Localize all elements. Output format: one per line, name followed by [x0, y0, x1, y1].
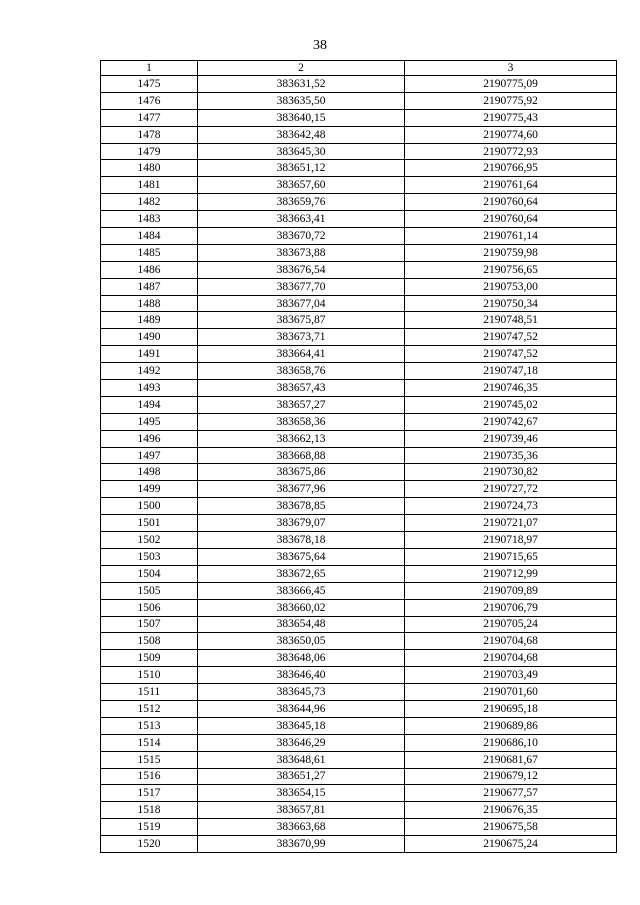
x-coordinate-cell: 383642,48	[198, 126, 405, 143]
point-number-cell: 1479	[101, 143, 198, 160]
point-number-cell: 1506	[101, 599, 198, 616]
point-number-cell: 1486	[101, 261, 198, 278]
y-coordinate-cell: 2190760,64	[405, 211, 617, 228]
table-row	[101, 633, 617, 650]
point-number-cell: 1481	[101, 177, 198, 194]
x-coordinate-cell: 383679,07	[198, 515, 405, 532]
point-number-cell: 1496	[101, 430, 198, 447]
table-header	[101, 61, 617, 76]
y-coordinate-cell: 2190735,36	[405, 447, 617, 464]
y-coordinate-cell: 2190703,49	[405, 667, 617, 684]
table-body	[101, 76, 617, 853]
table-row	[101, 717, 617, 734]
y-coordinate-cell: 2190681,67	[405, 751, 617, 768]
x-coordinate-cell: 383657,60	[198, 177, 405, 194]
point-number-cell: 1489	[101, 312, 198, 329]
table-row	[101, 785, 617, 802]
x-coordinate-cell: 383657,43	[198, 380, 405, 397]
x-coordinate-cell: 383678,85	[198, 498, 405, 515]
x-coordinate-cell: 383645,30	[198, 143, 405, 160]
y-coordinate-cell: 2190747,52	[405, 329, 617, 346]
table-row	[101, 565, 617, 582]
header-row	[101, 61, 617, 76]
point-number-cell: 1484	[101, 228, 198, 245]
y-coordinate-cell: 2190676,35	[405, 802, 617, 819]
x-coordinate-cell: 383631,52	[198, 76, 405, 93]
y-coordinate-cell: 2190775,43	[405, 109, 617, 126]
y-coordinate-cell: 2190715,65	[405, 548, 617, 565]
table-row	[101, 92, 617, 109]
table-row	[101, 481, 617, 498]
coordinates-table	[100, 60, 617, 853]
x-coordinate-cell: 383678,18	[198, 532, 405, 549]
table-row	[101, 346, 617, 363]
table-row	[101, 76, 617, 93]
y-coordinate-cell: 2190742,67	[405, 413, 617, 430]
table-row	[101, 464, 617, 481]
point-number-cell: 1495	[101, 413, 198, 430]
y-coordinate-cell: 2190677,57	[405, 785, 617, 802]
x-coordinate-cell: 383657,81	[198, 802, 405, 819]
y-coordinate-cell: 2190775,09	[405, 76, 617, 93]
y-coordinate-cell: 2190766,95	[405, 160, 617, 177]
table-row	[101, 261, 617, 278]
table-row	[101, 295, 617, 312]
point-number-cell: 1520	[101, 836, 198, 853]
y-coordinate-cell: 2190724,73	[405, 498, 617, 515]
point-number-cell: 1514	[101, 734, 198, 751]
table-row	[101, 278, 617, 295]
table-row	[101, 363, 617, 380]
y-coordinate-cell: 2190753,00	[405, 278, 617, 295]
y-coordinate-cell: 2190686,10	[405, 734, 617, 751]
y-coordinate-cell: 2190772,93	[405, 143, 617, 160]
x-coordinate-cell: 383654,15	[198, 785, 405, 802]
table-row	[101, 498, 617, 515]
x-coordinate-cell: 383666,45	[198, 582, 405, 599]
y-coordinate-cell: 2190739,46	[405, 430, 617, 447]
y-coordinate-cell: 2190774,60	[405, 126, 617, 143]
y-coordinate-cell: 2190705,24	[405, 616, 617, 633]
x-coordinate-cell: 383645,73	[198, 684, 405, 701]
table-row	[101, 244, 617, 261]
x-coordinate-cell: 383675,87	[198, 312, 405, 329]
x-coordinate-cell: 383677,04	[198, 295, 405, 312]
table-row	[101, 532, 617, 549]
point-number-cell: 1501	[101, 515, 198, 532]
y-coordinate-cell: 2190706,79	[405, 599, 617, 616]
x-coordinate-cell: 383677,96	[198, 481, 405, 498]
y-coordinate-cell: 2190701,60	[405, 684, 617, 701]
point-number-cell: 1511	[101, 684, 198, 701]
table-row	[101, 413, 617, 430]
point-number-cell: 1504	[101, 565, 198, 582]
x-coordinate-cell: 383654,48	[198, 616, 405, 633]
point-number-cell: 1480	[101, 160, 198, 177]
table-row	[101, 734, 617, 751]
y-coordinate-cell: 2190761,14	[405, 228, 617, 245]
point-number-cell: 1478	[101, 126, 198, 143]
x-coordinate-cell: 383657,27	[198, 396, 405, 413]
x-coordinate-cell: 383644,96	[198, 700, 405, 717]
x-coordinate-cell: 383648,61	[198, 751, 405, 768]
point-number-cell: 1500	[101, 498, 198, 515]
x-coordinate-cell: 383651,12	[198, 160, 405, 177]
table-row	[101, 650, 617, 667]
table-row	[101, 396, 617, 413]
x-coordinate-cell: 383668,88	[198, 447, 405, 464]
y-coordinate-cell: 2190756,65	[405, 261, 617, 278]
x-coordinate-cell: 383677,70	[198, 278, 405, 295]
x-coordinate-cell: 383646,40	[198, 667, 405, 684]
y-coordinate-cell: 2190704,68	[405, 650, 617, 667]
table-row	[101, 802, 617, 819]
table-row	[101, 768, 617, 785]
table-row	[101, 667, 617, 684]
point-number-cell: 1482	[101, 194, 198, 211]
x-coordinate-cell: 383663,68	[198, 819, 405, 836]
x-coordinate-cell: 383635,50	[198, 92, 405, 109]
point-number-cell: 1499	[101, 481, 198, 498]
point-number-cell: 1485	[101, 244, 198, 261]
table-row	[101, 380, 617, 397]
point-number-cell: 1483	[101, 211, 198, 228]
table-row	[101, 211, 617, 228]
y-coordinate-cell: 2190695,18	[405, 700, 617, 717]
x-coordinate-cell: 383658,36	[198, 413, 405, 430]
table-row	[101, 109, 617, 126]
x-coordinate-cell: 383640,15	[198, 109, 405, 126]
table-row	[101, 751, 617, 768]
y-coordinate-cell: 2190709,89	[405, 582, 617, 599]
point-number-cell: 1494	[101, 396, 198, 413]
table-row	[101, 312, 617, 329]
point-number-cell: 1491	[101, 346, 198, 363]
column-header-y-coordinate: 3	[405, 61, 617, 76]
table-row	[101, 447, 617, 464]
y-coordinate-cell: 2190746,35	[405, 380, 617, 397]
point-number-cell: 1476	[101, 92, 198, 109]
point-number-cell: 1475	[101, 76, 198, 93]
y-coordinate-cell: 2190689,86	[405, 717, 617, 734]
table-row	[101, 515, 617, 532]
y-coordinate-cell: 2190775,92	[405, 92, 617, 109]
table-row	[101, 836, 617, 853]
x-coordinate-cell: 383662,13	[198, 430, 405, 447]
x-coordinate-cell: 383672,65	[198, 565, 405, 582]
point-number-cell: 1503	[101, 548, 198, 565]
table-row	[101, 700, 617, 717]
point-number-cell: 1517	[101, 785, 198, 802]
point-number-cell: 1519	[101, 819, 198, 836]
point-number-cell: 1513	[101, 717, 198, 734]
y-coordinate-cell: 2190718,97	[405, 532, 617, 549]
point-number-cell: 1492	[101, 363, 198, 380]
y-coordinate-cell: 2190747,52	[405, 346, 617, 363]
point-number-cell: 1505	[101, 582, 198, 599]
x-coordinate-cell: 383664,41	[198, 346, 405, 363]
point-number-cell: 1510	[101, 667, 198, 684]
point-number-cell: 1508	[101, 633, 198, 650]
table-row	[101, 430, 617, 447]
y-coordinate-cell: 2190748,51	[405, 312, 617, 329]
table-row	[101, 548, 617, 565]
y-coordinate-cell: 2190747,18	[405, 363, 617, 380]
x-coordinate-cell: 383650,05	[198, 633, 405, 650]
x-coordinate-cell: 383645,18	[198, 717, 405, 734]
table-row	[101, 582, 617, 599]
x-coordinate-cell: 383670,99	[198, 836, 405, 853]
x-coordinate-cell: 383675,64	[198, 548, 405, 565]
y-coordinate-cell: 2190712,99	[405, 565, 617, 582]
table-row	[101, 160, 617, 177]
x-coordinate-cell: 383675,86	[198, 464, 405, 481]
x-coordinate-cell: 383646,29	[198, 734, 405, 751]
point-number-cell: 1507	[101, 616, 198, 633]
y-coordinate-cell: 2190750,34	[405, 295, 617, 312]
point-number-cell: 1516	[101, 768, 198, 785]
y-coordinate-cell: 2190679,12	[405, 768, 617, 785]
point-number-cell: 1493	[101, 380, 198, 397]
x-coordinate-cell: 383659,76	[198, 194, 405, 211]
table-row	[101, 194, 617, 211]
column-header-x-coordinate: 2	[198, 61, 405, 76]
point-number-cell: 1488	[101, 295, 198, 312]
table-row	[101, 228, 617, 245]
table-row	[101, 819, 617, 836]
x-coordinate-cell: 383670,72	[198, 228, 405, 245]
y-coordinate-cell: 2190745,02	[405, 396, 617, 413]
table-row	[101, 329, 617, 346]
y-coordinate-cell: 2190761,64	[405, 177, 617, 194]
x-coordinate-cell: 383658,76	[198, 363, 405, 380]
table-row	[101, 143, 617, 160]
point-number-cell: 1498	[101, 464, 198, 481]
y-coordinate-cell: 2190675,58	[405, 819, 617, 836]
point-number-cell: 1502	[101, 532, 198, 549]
x-coordinate-cell: 383651,27	[198, 768, 405, 785]
column-header-point-number: 1	[101, 61, 198, 76]
x-coordinate-cell: 383673,88	[198, 244, 405, 261]
x-coordinate-cell: 383673,71	[198, 329, 405, 346]
point-number-cell: 1518	[101, 802, 198, 819]
table-row	[101, 126, 617, 143]
point-number-cell: 1497	[101, 447, 198, 464]
page-number: 38	[313, 38, 327, 53]
point-number-cell: 1490	[101, 329, 198, 346]
y-coordinate-cell: 2190704,68	[405, 633, 617, 650]
table-row	[101, 684, 617, 701]
table-row	[101, 616, 617, 633]
y-coordinate-cell: 2190730,82	[405, 464, 617, 481]
y-coordinate-cell: 2190721,07	[405, 515, 617, 532]
point-number-cell: 1509	[101, 650, 198, 667]
y-coordinate-cell: 2190727,72	[405, 481, 617, 498]
x-coordinate-cell: 383676,54	[198, 261, 405, 278]
y-coordinate-cell: 2190759,98	[405, 244, 617, 261]
x-coordinate-cell: 383663,41	[198, 211, 405, 228]
x-coordinate-cell: 383648,06	[198, 650, 405, 667]
point-number-cell: 1512	[101, 700, 198, 717]
point-number-cell: 1477	[101, 109, 198, 126]
point-number-cell: 1487	[101, 278, 198, 295]
point-number-cell: 1515	[101, 751, 198, 768]
y-coordinate-cell: 2190675,24	[405, 836, 617, 853]
table-row	[101, 177, 617, 194]
y-coordinate-cell: 2190760,64	[405, 194, 617, 211]
x-coordinate-cell: 383660,02	[198, 599, 405, 616]
table-row	[101, 599, 617, 616]
